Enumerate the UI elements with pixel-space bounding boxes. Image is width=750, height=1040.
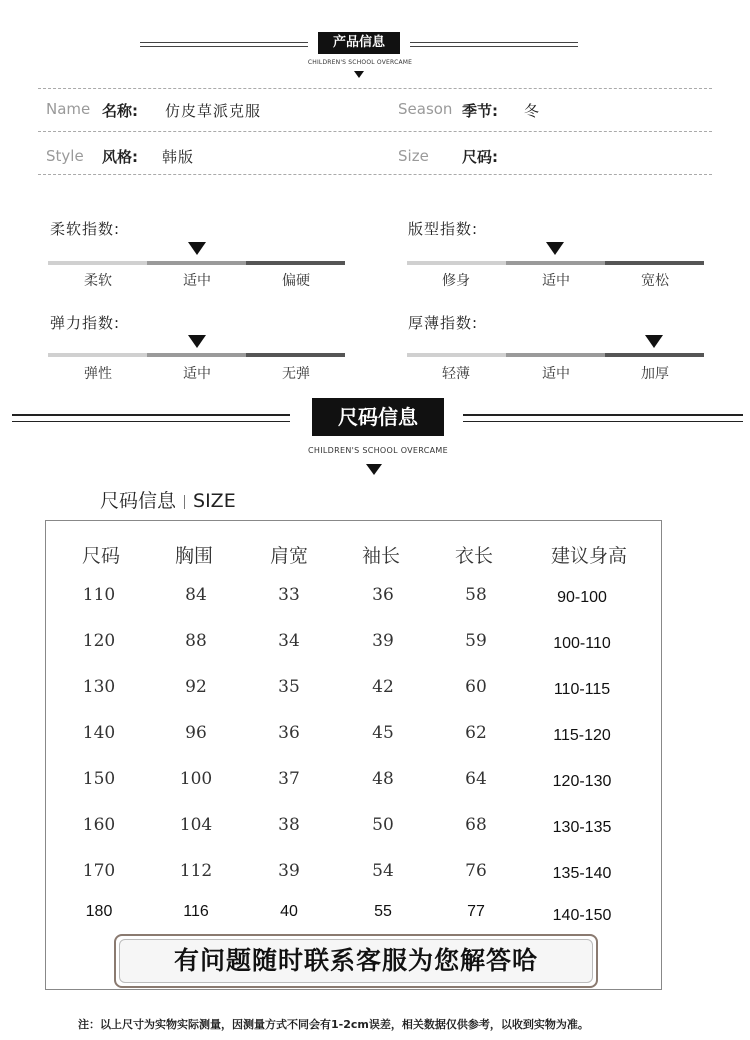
table-cell: 68 bbox=[465, 815, 487, 835]
table-cell: 39 bbox=[278, 861, 300, 881]
table-cell: 104 bbox=[179, 815, 213, 835]
table-cell: 35 bbox=[278, 677, 300, 697]
table-cell: 50 bbox=[372, 815, 394, 835]
table-cell: 115-120 bbox=[553, 727, 611, 744]
table-cell: 59 bbox=[465, 631, 487, 651]
header-line-right bbox=[463, 414, 743, 416]
header-line-right bbox=[463, 421, 743, 422]
table-cell: 116 bbox=[183, 903, 209, 920]
index-label: 弹力指数: bbox=[50, 314, 121, 332]
table-cell: 135-140 bbox=[552, 865, 612, 882]
table-cell: 39 bbox=[372, 631, 394, 651]
table-cell: 48 bbox=[372, 769, 394, 789]
table-cell: 170 bbox=[82, 861, 116, 881]
selected-marker-icon bbox=[645, 335, 663, 348]
table-cell: 64 bbox=[465, 769, 487, 789]
table-cell: 84 bbox=[185, 585, 207, 605]
divider bbox=[38, 174, 712, 175]
style-value: 韩版 bbox=[162, 148, 195, 166]
table-cell: 120-130 bbox=[552, 773, 612, 790]
index-bar bbox=[407, 353, 704, 357]
table-cell: 37 bbox=[278, 769, 300, 789]
selected-marker-icon bbox=[188, 335, 206, 348]
table-cell: 45 bbox=[372, 723, 394, 743]
product-info-subtitle: CHILDREN'S SCHOOL OVERCAME bbox=[307, 59, 413, 66]
size-section-heading bbox=[100, 486, 236, 513]
column-header: 尺码 bbox=[81, 545, 120, 567]
table-cell: 96 bbox=[185, 723, 207, 743]
table-cell: 140 bbox=[82, 723, 116, 743]
index-level: 适中 bbox=[183, 273, 211, 289]
table-cell: 92 bbox=[185, 677, 207, 697]
table-cell: 112 bbox=[179, 861, 213, 881]
header-line-left bbox=[12, 414, 290, 416]
table-cell: 100 bbox=[179, 769, 213, 789]
index-level: 偏硬 bbox=[282, 273, 310, 289]
index-level: 弹性 bbox=[84, 366, 112, 382]
index-level: 轻薄 bbox=[442, 366, 470, 382]
table-cell: 33 bbox=[278, 585, 300, 605]
table-cell: 36 bbox=[278, 723, 300, 743]
index-level: 适中 bbox=[183, 366, 211, 382]
table-cell: 38 bbox=[278, 815, 300, 835]
header-line-left bbox=[12, 421, 290, 422]
index-bar bbox=[48, 353, 345, 357]
column-header: 袖长 bbox=[361, 545, 400, 567]
down-arrow-icon bbox=[354, 71, 364, 78]
index-label: 版型指数: bbox=[408, 220, 479, 238]
index-label: 厚薄指数: bbox=[408, 314, 479, 332]
column-header: 胸围 bbox=[174, 545, 213, 567]
selected-marker-icon bbox=[188, 242, 206, 255]
table-cell: 58 bbox=[465, 585, 487, 605]
column-header: 建议身高 bbox=[550, 545, 627, 567]
size-heading-cn: 尺码信息 bbox=[100, 490, 177, 512]
table-cell: 130 bbox=[82, 677, 116, 697]
table-cell: 150 bbox=[82, 769, 116, 789]
table-cell: 88 bbox=[185, 631, 207, 651]
table-cell: 40 bbox=[280, 903, 298, 920]
index-bar bbox=[407, 261, 704, 265]
table-cell: 180 bbox=[85, 903, 113, 920]
index-level: 适中 bbox=[542, 273, 570, 289]
name-value: 仿皮草派克服 bbox=[165, 102, 262, 120]
column-header: 衣长 bbox=[454, 545, 493, 567]
index-label: 柔软指数: bbox=[50, 220, 121, 238]
contact-banner bbox=[114, 934, 598, 988]
size-label-en: Size bbox=[398, 147, 429, 165]
season-value: 冬 bbox=[524, 102, 541, 120]
style-label: 风格: bbox=[102, 148, 138, 166]
down-arrow-icon bbox=[366, 464, 382, 475]
divider bbox=[38, 88, 712, 89]
index-level: 无弹 bbox=[282, 366, 310, 382]
table-cell: 110 bbox=[82, 585, 116, 605]
header-line-right bbox=[410, 42, 578, 47]
column-header: 肩宽 bbox=[269, 545, 308, 567]
table-cell: 90-100 bbox=[557, 589, 607, 606]
table-cell: 76 bbox=[465, 861, 487, 881]
table-cell: 100-110 bbox=[553, 635, 611, 652]
index-level: 柔软 bbox=[84, 273, 112, 289]
index-level: 宽松 bbox=[641, 273, 669, 289]
index-level: 修身 bbox=[442, 273, 470, 289]
season-label: 季节: bbox=[462, 102, 498, 120]
index-bar bbox=[48, 261, 345, 265]
size-label: 尺码: bbox=[462, 148, 498, 166]
table-cell: 110-115 bbox=[553, 681, 611, 698]
table-cell: 130-135 bbox=[552, 819, 612, 836]
product-info-title: 产品信息 bbox=[318, 32, 400, 54]
header-line-left bbox=[140, 42, 308, 47]
name-label-en: Name bbox=[46, 100, 91, 118]
table-cell: 36 bbox=[372, 585, 394, 605]
table-cell: 60 bbox=[465, 677, 487, 697]
table-cell: 77 bbox=[467, 903, 485, 920]
table-cell: 55 bbox=[374, 903, 392, 920]
measurement-note: 注：以上尺寸为实物实际测量，因测量方式不同会有1-2cm误差，相关数据仅供参考，以收到实物为准。 bbox=[78, 1018, 589, 1031]
table-cell: 42 bbox=[372, 677, 394, 697]
size-heading-en: SIZE bbox=[193, 490, 236, 512]
divider bbox=[38, 131, 712, 132]
size-info-subtitle: CHILDREN'S SCHOOL OVERCAME bbox=[308, 446, 448, 455]
table-cell: 120 bbox=[82, 631, 116, 651]
style-label-en: Style bbox=[46, 147, 84, 165]
table-cell: 54 bbox=[372, 861, 394, 881]
table-cell: 140-150 bbox=[552, 907, 612, 924]
table-cell: 160 bbox=[82, 815, 116, 835]
size-info-title: 尺码信息 bbox=[312, 398, 444, 436]
table-cell: 34 bbox=[278, 631, 300, 651]
separator bbox=[184, 495, 185, 509]
season-label-en: Season bbox=[398, 100, 453, 118]
table-cell: 62 bbox=[465, 723, 487, 743]
index-level: 适中 bbox=[542, 366, 570, 382]
contact-text: 有问题随时联系客服为您解答哈 bbox=[119, 939, 593, 983]
name-label: 名称: bbox=[102, 102, 138, 120]
selected-marker-icon bbox=[546, 242, 564, 255]
index-level: 加厚 bbox=[641, 366, 669, 382]
